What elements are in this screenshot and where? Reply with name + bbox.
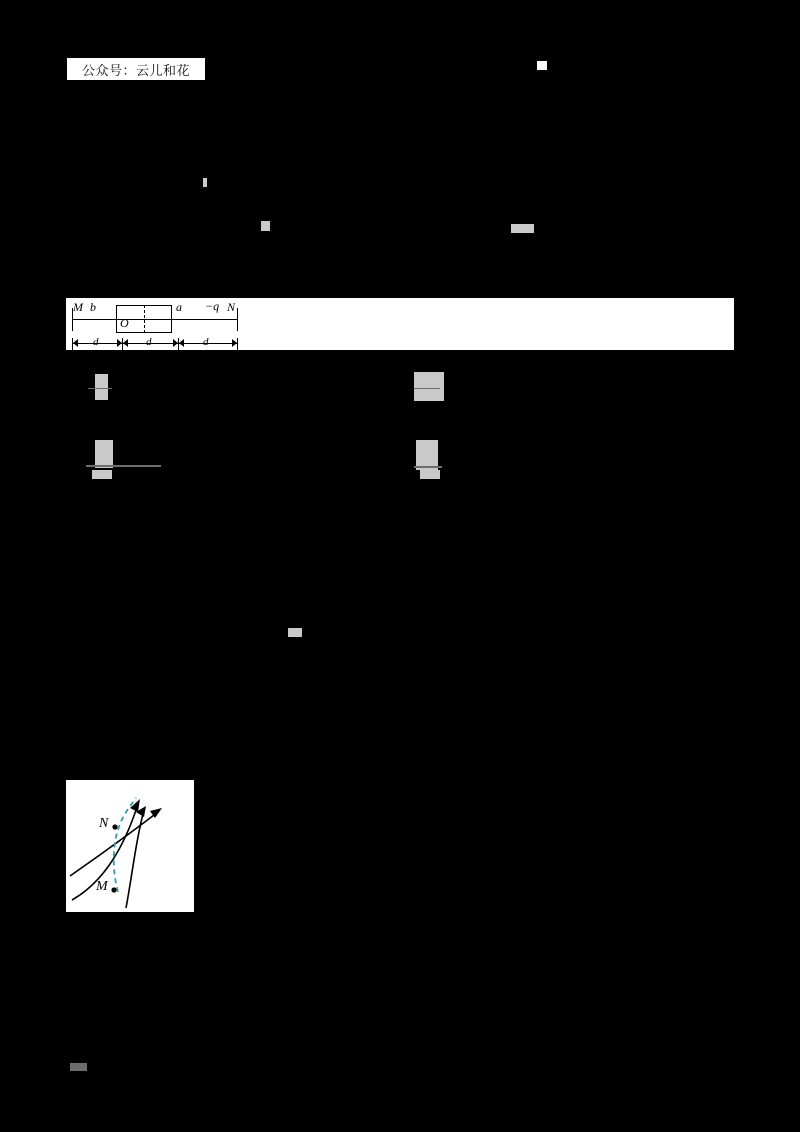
dimension-row: [72, 338, 238, 350]
label-O: O: [120, 316, 129, 330]
fragment-footer: [70, 1063, 87, 1071]
fragment-center-low: [288, 628, 302, 637]
axis-tick-right: [237, 308, 238, 331]
label-a: a: [176, 300, 182, 314]
fragment-row-b-underline-right: [414, 466, 442, 468]
label-minus-q: −q: [205, 299, 220, 313]
field-label-N: N: [99, 816, 109, 831]
dim-arrow-right-1: [117, 339, 122, 347]
fragment-row-a-rule-left: [88, 388, 112, 389]
figure-mn: [66, 298, 241, 350]
fragment-row-a-left: [95, 374, 108, 400]
label-N: N: [227, 300, 236, 314]
figure-mn-band: [66, 298, 734, 350]
watermark-label: 公众号：云儿和花: [66, 57, 206, 81]
point-N-dot: [112, 824, 117, 829]
dim-arrow-left-2: [123, 339, 128, 347]
point-M-dot: [111, 887, 116, 892]
field-label-M: M: [96, 879, 108, 894]
dim-arrow-right-2: [173, 339, 178, 347]
fragment-row-a-right: [414, 372, 444, 401]
ink-mark-upper-center: [261, 221, 270, 231]
fragment-row-b-sub-right: [420, 470, 440, 479]
field-line-3: [126, 810, 144, 908]
dim-label-2: d: [146, 336, 152, 348]
dim-label-3: d: [203, 336, 209, 348]
trajectory-dashed: [114, 798, 136, 892]
figure-field-lines: [66, 780, 194, 912]
box-center-dashed-line: [144, 305, 145, 333]
ink-mark-upper-left: [203, 178, 207, 187]
fragment-row-a-rule-right: [414, 388, 440, 389]
fragment-row-b-sub-left: [92, 470, 112, 479]
dim-arrow-left-3: [179, 339, 184, 347]
ink-mark-upper-right: [511, 224, 534, 233]
dim-arrow-left-1: [73, 339, 78, 347]
label-M: M: [73, 300, 83, 314]
dim-label-1: d: [93, 336, 99, 348]
dim-arrow-right-3: [232, 339, 237, 347]
fragment-row-b-left: [95, 440, 113, 468]
dim-bar-3: [237, 338, 238, 350]
fragment-row-b-underline: [86, 465, 161, 467]
ink-mark-top-right: [537, 61, 547, 70]
field-lines-svg: [66, 780, 194, 912]
label-b: b: [90, 300, 96, 314]
